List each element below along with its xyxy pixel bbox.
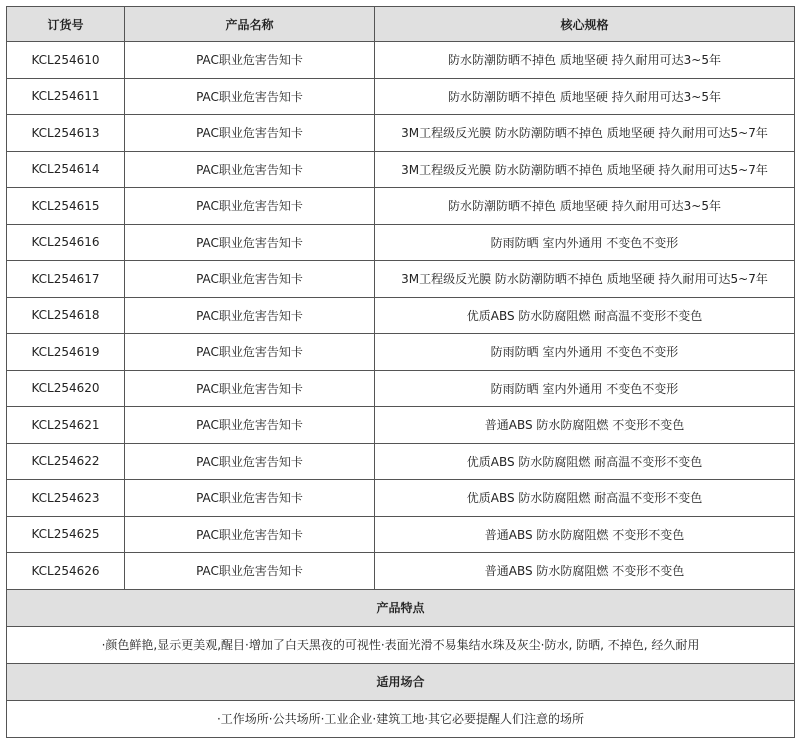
cell-core-spec: 防水防潮防晒不掉色 质地坚硬 持久耐用可达3~5年 bbox=[375, 78, 795, 115]
cell-product-name: PAC职业危害告知卡 bbox=[125, 115, 375, 152]
cell-core-spec: 3M工程级反光膜 防水防潮防晒不掉色 质地坚硬 持久耐用可达5~7年 bbox=[375, 151, 795, 188]
cell-core-spec: 防水防潮防晒不掉色 质地坚硬 持久耐用可达3~5年 bbox=[375, 188, 795, 225]
cell-order-number: KCL254625 bbox=[7, 516, 125, 553]
cell-order-number: KCL254626 bbox=[7, 553, 125, 590]
cell-order-number: KCL254611 bbox=[7, 78, 125, 115]
table-header-row bbox=[7, 7, 795, 42]
header-product-name: 产品名称 bbox=[125, 7, 375, 42]
cell-core-spec: 普通ABS 防水防腐阻燃 不变形不变色 bbox=[375, 516, 795, 553]
table-row bbox=[7, 151, 795, 188]
features-title: 产品特点 bbox=[7, 589, 795, 626]
cell-core-spec: 优质ABS 防水防腐阻燃 耐高温不变形不变色 bbox=[375, 297, 795, 334]
table-row bbox=[7, 224, 795, 261]
cell-order-number: KCL254618 bbox=[7, 297, 125, 334]
table-row bbox=[7, 261, 795, 298]
cell-core-spec: 防雨防晒 室内外通用 不变色不变形 bbox=[375, 370, 795, 407]
cell-core-spec: 防水防潮防晒不掉色 质地坚硬 持久耐用可达3~5年 bbox=[375, 42, 795, 79]
cell-product-name: PAC职业危害告知卡 bbox=[125, 188, 375, 225]
applications-title: 适用场合 bbox=[7, 663, 795, 700]
cell-product-name: PAC职业危害告知卡 bbox=[125, 407, 375, 444]
cell-core-spec: 优质ABS 防水防腐阻燃 耐高温不变形不变色 bbox=[375, 443, 795, 480]
table-row bbox=[7, 115, 795, 152]
cell-product-name: PAC职业危害告知卡 bbox=[125, 78, 375, 115]
features-header-row bbox=[7, 589, 795, 626]
cell-core-spec: 普通ABS 防水防腐阻燃 不变形不变色 bbox=[375, 553, 795, 590]
cell-product-name: PAC职业危害告知卡 bbox=[125, 443, 375, 480]
cell-order-number: KCL254617 bbox=[7, 261, 125, 298]
cell-product-name: PAC职业危害告知卡 bbox=[125, 261, 375, 298]
table-row bbox=[7, 370, 795, 407]
cell-order-number: KCL254610 bbox=[7, 42, 125, 79]
cell-core-spec: 3M工程级反光膜 防水防潮防晒不掉色 质地坚硬 持久耐用可达5~7年 bbox=[375, 115, 795, 152]
table-row bbox=[7, 78, 795, 115]
table-row bbox=[7, 480, 795, 517]
cell-order-number: KCL254622 bbox=[7, 443, 125, 480]
table-row bbox=[7, 188, 795, 225]
cell-core-spec: 3M工程级反光膜 防水防潮防晒不掉色 质地坚硬 持久耐用可达5~7年 bbox=[375, 261, 795, 298]
features-body-row bbox=[7, 626, 795, 663]
applications-text: ·工作场所·公共场所·工业企业·建筑工地·其它必要提醒人们注意的场所 bbox=[7, 700, 795, 737]
cell-product-name: PAC职业危害告知卡 bbox=[125, 553, 375, 590]
cell-core-spec: 优质ABS 防水防腐阻燃 耐高温不变形不变色 bbox=[375, 480, 795, 517]
table-body bbox=[7, 42, 795, 590]
cell-order-number: KCL254614 bbox=[7, 151, 125, 188]
table-row bbox=[7, 334, 795, 371]
cell-order-number: KCL254616 bbox=[7, 224, 125, 261]
applications-header-row bbox=[7, 663, 795, 700]
cell-product-name: PAC职业危害告知卡 bbox=[125, 516, 375, 553]
cell-product-name: PAC职业危害告知卡 bbox=[125, 151, 375, 188]
table-row bbox=[7, 407, 795, 444]
table-row bbox=[7, 297, 795, 334]
cell-core-spec: 防雨防晒 室内外通用 不变色不变形 bbox=[375, 224, 795, 261]
cell-product-name: PAC职业危害告知卡 bbox=[125, 297, 375, 334]
header-order-number: 订货号 bbox=[7, 7, 125, 42]
cell-order-number: KCL254620 bbox=[7, 370, 125, 407]
cell-order-number: KCL254615 bbox=[7, 188, 125, 225]
cell-order-number: KCL254621 bbox=[7, 407, 125, 444]
cell-product-name: PAC职业危害告知卡 bbox=[125, 370, 375, 407]
table-row bbox=[7, 516, 795, 553]
table-row bbox=[7, 42, 795, 79]
table-row bbox=[7, 443, 795, 480]
features-text: ·颜色鲜艳,显示更美观,醒目·增加了白天黑夜的可视性·表面光滑不易集结水珠及灰尘·防水, 防晒, 不掉色, 经久耐用 bbox=[7, 626, 795, 663]
header-core-spec: 核心规格 bbox=[375, 7, 795, 42]
product-spec-table bbox=[6, 6, 795, 738]
cell-order-number: KCL254619 bbox=[7, 334, 125, 371]
cell-core-spec: 防雨防晒 室内外通用 不变色不变形 bbox=[375, 334, 795, 371]
cell-product-name: PAC职业危害告知卡 bbox=[125, 42, 375, 79]
cell-product-name: PAC职业危害告知卡 bbox=[125, 224, 375, 261]
cell-order-number: KCL254623 bbox=[7, 480, 125, 517]
cell-order-number: KCL254613 bbox=[7, 115, 125, 152]
product-spec-table-wrapper bbox=[6, 6, 794, 738]
cell-core-spec: 普通ABS 防水防腐阻燃 不变形不变色 bbox=[375, 407, 795, 444]
applications-body-row bbox=[7, 700, 795, 737]
cell-product-name: PAC职业危害告知卡 bbox=[125, 334, 375, 371]
table-row bbox=[7, 553, 795, 590]
cell-product-name: PAC职业危害告知卡 bbox=[125, 480, 375, 517]
